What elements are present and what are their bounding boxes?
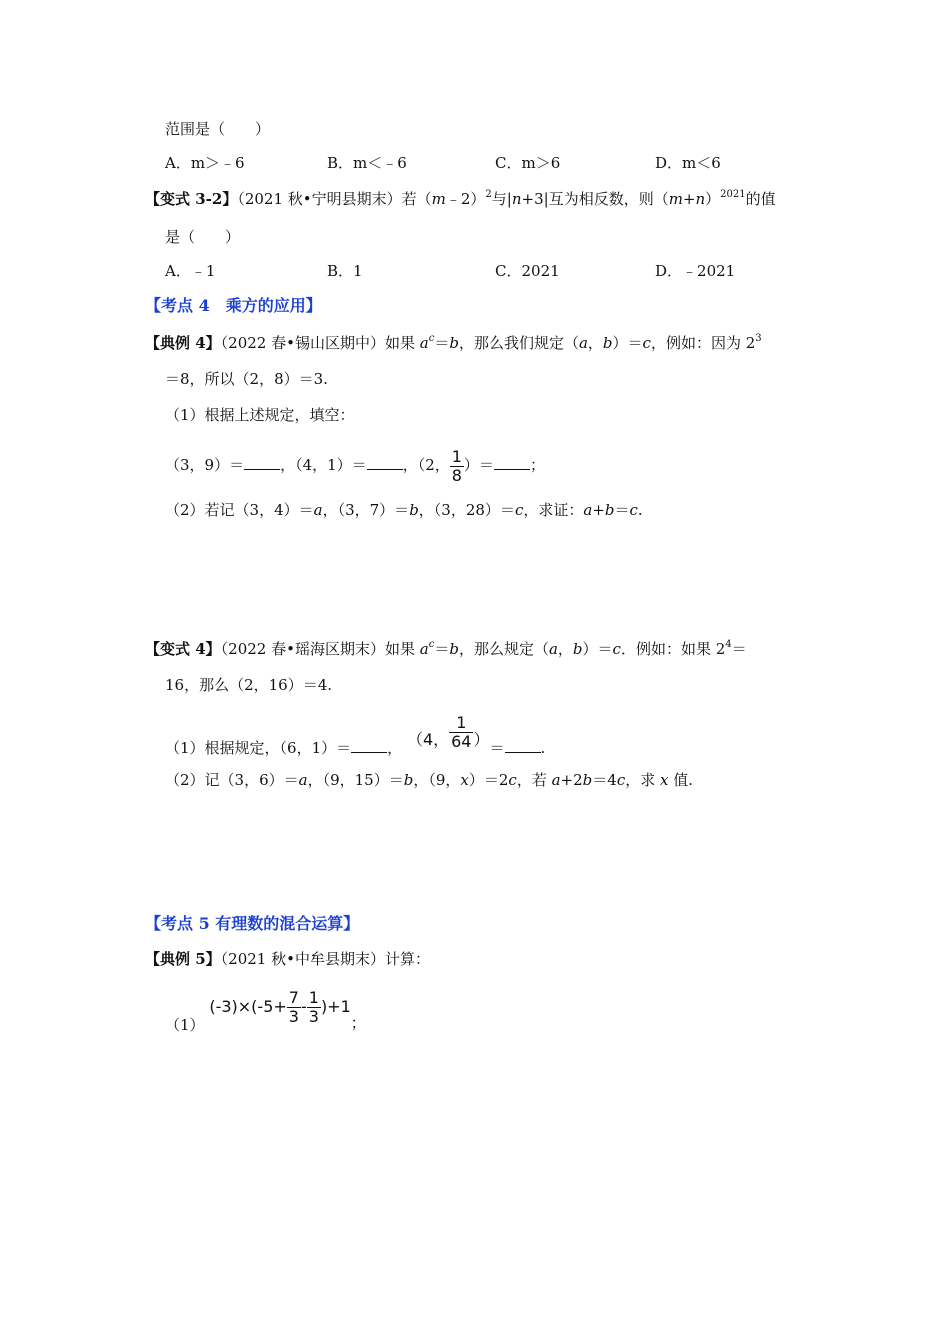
text: ＝ [731, 640, 747, 658]
fraction-numerator: 1 [456, 713, 467, 732]
text: ，（2， [402, 456, 450, 474]
exponent: 4 [725, 639, 732, 650]
option-d: D．﹣2021 [655, 262, 736, 280]
var-b: b [572, 640, 583, 658]
question-tag: 【变式 3-2】 [145, 190, 238, 208]
text: . [637, 501, 643, 519]
var-x: x [460, 771, 469, 789]
text: ＝ [489, 739, 505, 757]
text: ，那么规定（ [458, 640, 549, 658]
text: ＝ [614, 501, 630, 519]
var-n: n [511, 190, 522, 208]
text: ， [587, 334, 603, 352]
var-b: b [602, 334, 613, 352]
example-5-part1 [165, 985, 366, 1035]
var-a: a [419, 640, 429, 658]
section-title-kp4: 【考点 4 乘方的应用】 [145, 296, 322, 315]
option-a: A．﹣1 [165, 262, 216, 280]
answer-blank[interactable] [367, 455, 403, 470]
text: 如果 [384, 640, 420, 658]
text: ，（9， [413, 771, 461, 789]
text: ，（4，1）＝ [280, 456, 367, 474]
expr: a+b [583, 501, 615, 519]
exponent: 2021 [720, 189, 746, 200]
var-a: a [298, 771, 308, 789]
example-5 [145, 949, 430, 969]
question-tag: 【典例 4】 [145, 334, 221, 352]
text: ； [350, 1013, 366, 1032]
var-b: b [449, 334, 459, 352]
question-source: （2022 春•瑶海区期末） [220, 640, 385, 658]
text: ） [473, 730, 490, 749]
variant-4-part1 [165, 712, 545, 762]
section-title-kp5: 【考点 5 有理数的混合运算】 [145, 914, 360, 933]
fraction-denominator: 8 [451, 465, 462, 485]
text: ．例如：如果 2 [620, 640, 726, 658]
text: ，那么我们规定（ [458, 334, 579, 352]
variant-4-part2 [165, 770, 693, 790]
var-a: a [548, 640, 558, 658]
question-tag: 【变式 4】 [145, 640, 221, 658]
text: 2 [573, 771, 583, 789]
variant-4 [145, 639, 747, 659]
option-c: C．2021 [495, 262, 560, 280]
var-m: m [431, 190, 446, 208]
fraction [449, 714, 473, 751]
question-source: （2022 春•锡山区期中） [220, 334, 385, 352]
var-mn: m+n [668, 190, 706, 208]
text: ，求 [625, 771, 660, 789]
text: +3|互为相反数，则（ [521, 190, 669, 208]
var-c: c [642, 334, 651, 352]
text: （2）记（3，6）＝ [165, 771, 299, 789]
fraction-numerator: 1 [451, 446, 462, 466]
answer-blank[interactable] [505, 738, 541, 753]
math-expression: - [300, 996, 307, 1016]
option-c: C．m＞6 [495, 154, 561, 172]
text: ，若 [516, 771, 552, 789]
text: （1）根据规定，（6，1）＝ [165, 739, 352, 757]
math-expression: (-3)×(-5+ [209, 996, 287, 1016]
text: 如果 [384, 334, 420, 352]
math-expression: )+1 [320, 996, 351, 1016]
text: . [540, 739, 546, 757]
var-a: a [578, 334, 588, 352]
text: ）＝2 [468, 771, 509, 789]
question-tag: 【典例 5】 [145, 950, 221, 968]
fraction [450, 448, 464, 485]
var-b: b [409, 501, 419, 519]
fraction [287, 989, 301, 1026]
text: ，（3，7）＝ [322, 501, 410, 519]
text: ＝ [434, 640, 450, 658]
question-stem-line2: 是（ ） [165, 228, 241, 246]
var-b: b [582, 771, 593, 789]
text: ）＝ [582, 640, 613, 658]
var-c: c [612, 640, 621, 658]
text: （2）若记（3，4）＝ [165, 501, 314, 519]
text: 的值 [745, 190, 776, 208]
text: （4， [406, 730, 450, 749]
example-4 [145, 333, 762, 353]
text: ； [529, 456, 545, 474]
answer-blank[interactable] [494, 455, 530, 470]
exponent: 2 [485, 189, 492, 200]
var-x: x [660, 771, 669, 789]
var-c: c [428, 639, 435, 650]
text: （1） [165, 1015, 205, 1034]
fraction-denominator: 3 [308, 1007, 319, 1026]
text: ）＝ [612, 334, 643, 352]
text: ，（9，15）＝ [307, 771, 404, 789]
text: 若（ [401, 190, 432, 208]
fraction-denominator: 64 [451, 732, 472, 751]
text: 与| [491, 190, 512, 208]
text: ＝4 [592, 771, 617, 789]
example-4-fill [165, 440, 545, 490]
example-4-line2: ＝8，所以（2，8）＝3. [165, 370, 328, 388]
fraction-numerator: 1 [308, 988, 319, 1007]
var-a: a [313, 501, 323, 519]
text: ，（3，28）＝ [418, 501, 515, 519]
text: ，例如：因为 2 [650, 334, 756, 352]
text: ，求证： [523, 501, 584, 519]
var-a: a [419, 334, 429, 352]
text: （3，9）＝ [165, 456, 245, 474]
exponent: 3 [755, 333, 762, 344]
question-stem-tail: 范围是（ ） [165, 120, 271, 138]
example-4-part1: （1）根据上述规定，填空： [165, 406, 355, 424]
var-b: b [403, 771, 414, 789]
text: ， [557, 640, 573, 658]
var-c: c [629, 501, 638, 519]
text: 计算： [384, 950, 430, 968]
example-4-part2 [165, 500, 643, 520]
fraction-denominator: 3 [288, 1007, 299, 1026]
text: ﹣2） [445, 190, 486, 208]
option-d: D．m＜6 [655, 154, 721, 172]
question-3-2 [145, 189, 776, 209]
answer-blank[interactable] [244, 455, 280, 470]
option-b: B．m＜﹣6 [327, 154, 407, 172]
expr: a+ [551, 771, 574, 789]
fraction [307, 989, 321, 1026]
variant-4-line2: 16，那么（2，16）＝4. [165, 676, 333, 694]
var-c: c [514, 501, 524, 519]
fraction-numerator: 7 [288, 988, 299, 1007]
answer-blank[interactable] [351, 738, 387, 753]
var-c: c [428, 333, 435, 344]
question-source: （2021 秋•中牟县期末） [220, 950, 385, 968]
var-b: b [449, 640, 459, 658]
var-c: c [508, 771, 517, 789]
text: ）＝ [463, 456, 494, 474]
var-c: c [616, 771, 626, 789]
option-b: B．1 [327, 262, 363, 280]
text: ＝ [434, 334, 450, 352]
text: ， [387, 739, 403, 757]
option-a: A．m＞﹣6 [165, 154, 245, 172]
text: 值. [668, 771, 694, 789]
text: ） [705, 190, 721, 208]
question-source: （2021 秋•宁明县期末） [237, 190, 402, 208]
